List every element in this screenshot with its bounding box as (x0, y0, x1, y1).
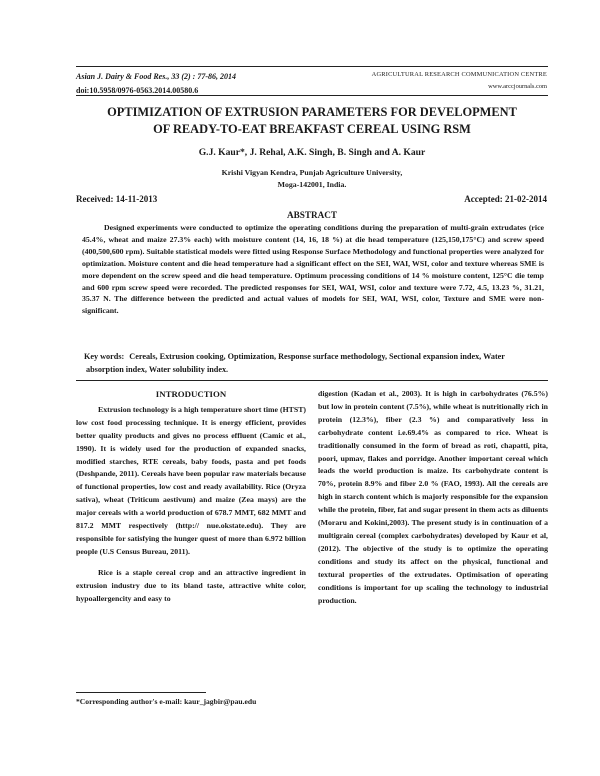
corresponding-author-footnote: *Corresponding author's e-mail: kaur_jagbir@pau.edu (76, 697, 257, 706)
author-list: G.J. Kaur*, J. Rehal, A.K. Singh, B. Singh and A. Kaur (198, 147, 426, 158)
abstract-text: Designed experiments were conducted to optimize the operating conditions during the preparation of multi-grain extrudates (rice 45.4%, wheat and maize 27.3% each) with moisture content (14, 16, 18 %) at die head temperature (125,150,175°C) and screw speed (400,500,600 rpm). Suitable statistical models were fitted using Response Surface Methodology and functional properties were analyzed for optimization. Moisture content and die head temperature had a significant effect on the SEI, WAI, WSI, color and texture whereas SME is more dependent on the screw speed and die head temperature. Optimum processing conditions of 14 % moisture content, 125°C die temp and 600 rpm screw speed were recorded. The predicted responses for SEI, WAI, WSI, color and texture were 7.72, 4.5, 13.23 %, 31.21, 35.37 N. The difference between the predicted and actual values of models for SEI, WAI, WSI, color, Texture and SME were non-significant. (82, 223, 544, 316)
paper-title (76, 104, 548, 138)
received-date: Received: 14-11-2013 (76, 194, 158, 204)
affiliation (76, 167, 548, 191)
publisher-name: AGRICULTURAL RESEARCH COMMUNICATION CENTRE (371, 71, 547, 78)
intro-paragraph: Rice is a staple cereal crop and an attractive ingredient in extrusion industry due to its bland taste, attractive white color, hypoallergencity and easy to (76, 567, 306, 603)
keywords-text: Cereals, Extrusion cooking, Optimization, Response surface methodology, Sectional expansion index, Water absorption index, Water solubility index. (86, 352, 505, 374)
footnote-rule (76, 692, 206, 693)
keywords (86, 351, 544, 376)
affiliation-line: Krishi Vigyan Kendra, Punjab Agriculture University, (221, 168, 403, 177)
intro-paragraph: Extrusion technology is a high temperature short time (HTST) low cost food processing technique. It is energy efficient, provides better quality products and gives no process effluent (Camic et al., 1990). It is widely used for the production of expanded snacks, modified starches, RTE cereals, baby foods, pasta and pet foods (Deshpande, 2011). Cereals have been popular raw materials because of functional properties, low cost and ready availability. Rice (Oryza sativa), wheat (Triticum aestivum) and maize (Zea mays) are the major cereals with a world production of 678.7 MMT, 682 MMT and 817.2 MMT respectively (http:// nue.okstate.edu). They are responsible for satisfying the hunger quest of more than 6.972 billion people (U.S Census Bureau, 2011). (76, 404, 306, 556)
left-column (76, 388, 306, 606)
title-line: OF READY-TO-EAT BREAKFAST CEREAL USING RSM (153, 122, 471, 136)
keywords-rule (76, 380, 548, 381)
journal-line: Asian J. Dairy & Food Res., 33 (2) : 77-86, 2014 (76, 72, 236, 81)
accepted-date: Accepted: 21-02-2014 (464, 194, 547, 204)
abstract-heading: ABSTRACT (286, 210, 338, 220)
journal-citation (76, 70, 236, 98)
header-top-rule (76, 66, 548, 67)
keywords-label: Key words: (84, 352, 125, 361)
introduction-heading: INTRODUCTION (155, 389, 227, 399)
publisher-website: www.arccjournals.com (488, 83, 547, 90)
doi: doi:10.5958/0976-0563.2014.00580.6 (76, 86, 199, 95)
affiliation-line: Moga-142001, India. (277, 180, 347, 189)
publisher-block (372, 69, 547, 93)
header-bottom-rule (76, 95, 548, 96)
intro-paragraph: digestion (Kadan et al., 2003). It is high in carbohydrates (76.5%) but low in protein content (7.5%), while wheat is nutritionally rich in protein (12.3%), fiber (2.3 %) and comparatively less in carbohydrate content i.e.69.4% as compared to rice. Wheat is traditionally consumed in the form of bread as roti, chapatti, pita, poori, upmav, flakes and porridge. Another important cereal which leads the world production is maize. Its carbohydrate content is 70%, protein 8.9% and fiber 2.0 % (FAO, 1993). All the cereals are high in starch content which is majorly responsible for the expansion while the protein, fiber, fat and sugar present in them acts as diluents (Moraru and Kokini,2003). The present study is in continuation of a multigrain cereal (complex carbohydrates) developed by Kaur et al, (2012). The objective of the study is to optimize the operating conditions and study its affect on the physical, functional and textural properties of the extrudates. Optimisation of operating conditions is important for up scaling the technology to industrial production. (318, 389, 548, 605)
title-line: OPTIMIZATION OF EXTRUSION PARAMETERS FOR DEVELOPMENT (107, 105, 517, 119)
right-column (318, 388, 548, 607)
